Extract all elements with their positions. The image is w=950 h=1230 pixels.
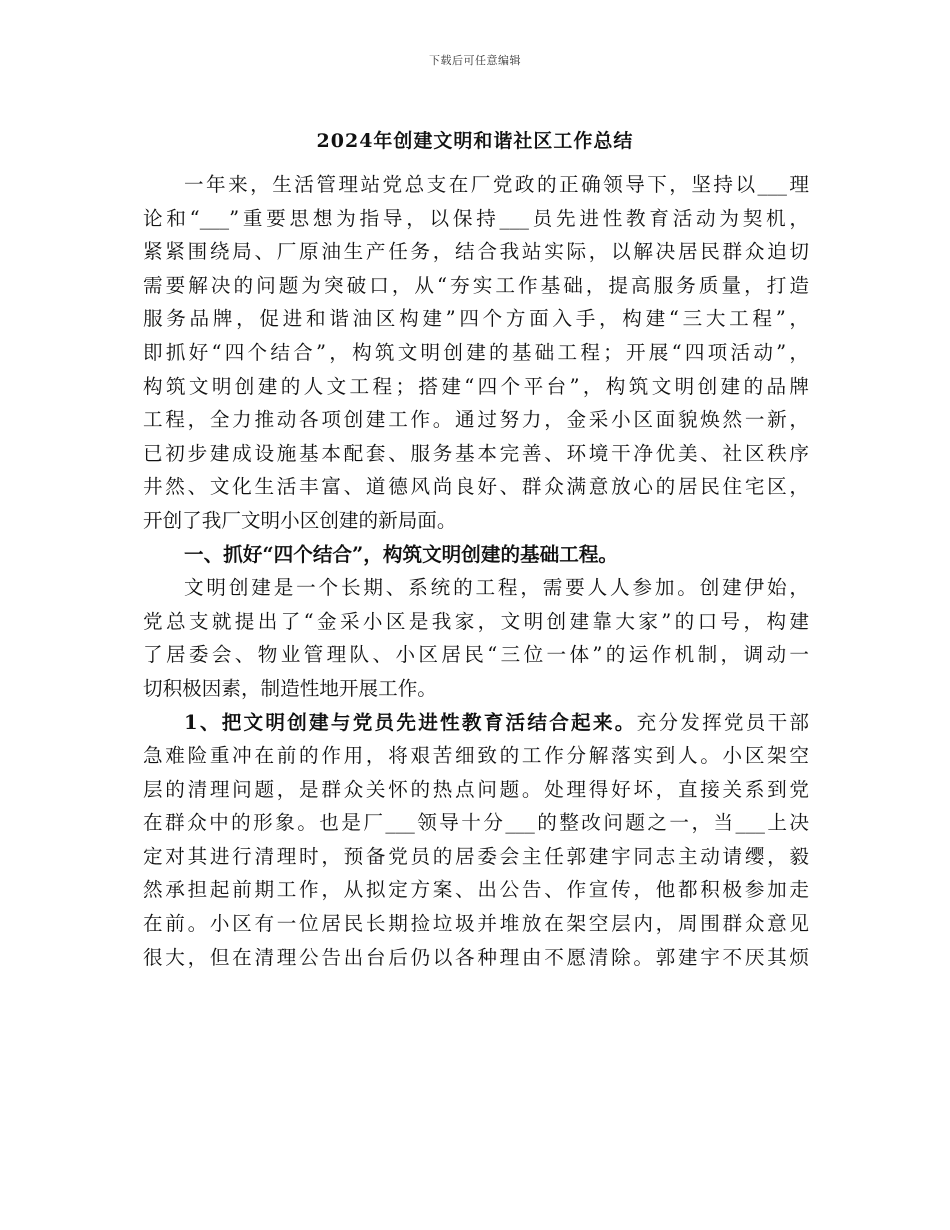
paragraph-intro [143,168,809,538]
text-line: 在群众中的形象。也是厂___领导十分___的整改问题之一，当___上决 [143,811,809,835]
item-first-line [143,706,809,740]
document-body [143,168,809,974]
text-line: 需要解决的问题为突破口，从“夯实工作基础，提高服务质量，打造 [143,273,809,297]
text-line: 紧紧围绕局、厂原油生产任务，结合我站实际，以解决居民群众迫切 [143,240,809,264]
text-line: 工程，全力推动各项创建工作。通过努力，金采小区面貌焕然一新， [143,408,809,432]
text-line: 党总支就提出了“金采小区是我家，文明创建靠大家”的口号，构建 [143,609,809,633]
text-line: 很大，但在清理公告出台后仍以各种理由不愿清除。郭建宇不厌其烦 [143,945,809,969]
text-line: 然承担起前期工作，从拟定方案、出公告、作宣传，他都积极参加走 [143,878,809,902]
text-line: 开创了我厂文明小区创建的新局面。 [143,508,457,532]
paragraph-item-1 [143,706,809,975]
text-line: 一年来，生活管理站党总支在厂党政的正确领导下，坚持以___理 [184,173,809,196]
item-lead-rest: 充分发挥党员干部 [636,710,809,734]
text-line: 已初步建成设施基本配套、服务基本完善、环境干净优美、社区秩序 [143,441,809,465]
text-line: 在前。小区有一位居民长期捡垃圾并堆放在架空层内，周围群众意见 [143,912,809,936]
text-line: 文明创建是一个长期、系统的工程，需要人人参加。创建伊始， [184,576,809,600]
header-note: 下载后可任意编辑 [429,54,521,67]
page-title: 2024年创建文明和谐社区工作总结 [316,130,634,152]
paragraph-section-intro [143,571,809,705]
text-line: 了居委会、物业管理队、小区居民“三位一体”的运作机制，调动一 [143,643,809,667]
item-lead: 1、把文明创建与党员先进性教育活结合起来。 [184,710,637,734]
text-line: 定对其进行清理时，预备党员的居委会主任郭建宇同志主动请缨，毅 [143,844,809,868]
text-line: 构筑文明创建的人文工程；搭建“四个平台”，构筑文明创建的品牌 [143,374,809,398]
text-line: 井然、文化生活丰富、道德风尚良好、群众满意放心的居民住宅区， [143,475,809,499]
text-line: 切积极因素，制造性地开展工作。 [143,676,437,700]
text-line: 论和“___”重要思想为指导，以保持___员先进性教育活动为契机， [143,206,809,230]
section-heading [143,538,809,572]
section-heading-text: 一、抓好“四个结合”，构筑文明创建的基础工程。 [184,542,619,566]
text-line: 层的清理问题，是群众关怀的热点问题。处理得好坏，直接关系到党 [143,777,809,801]
text-line: 服务品牌，促进和谐油区构建”四个方面入手，构建“三大工程”， [143,307,809,331]
text-line: 急难险重冲在前的作用，将艰苦细致的工作分解落实到人。小区架空 [143,744,809,768]
text-line: 即抓好“四个结合”，构筑文明创建的基础工程；开展“四项活动”， [143,340,809,364]
